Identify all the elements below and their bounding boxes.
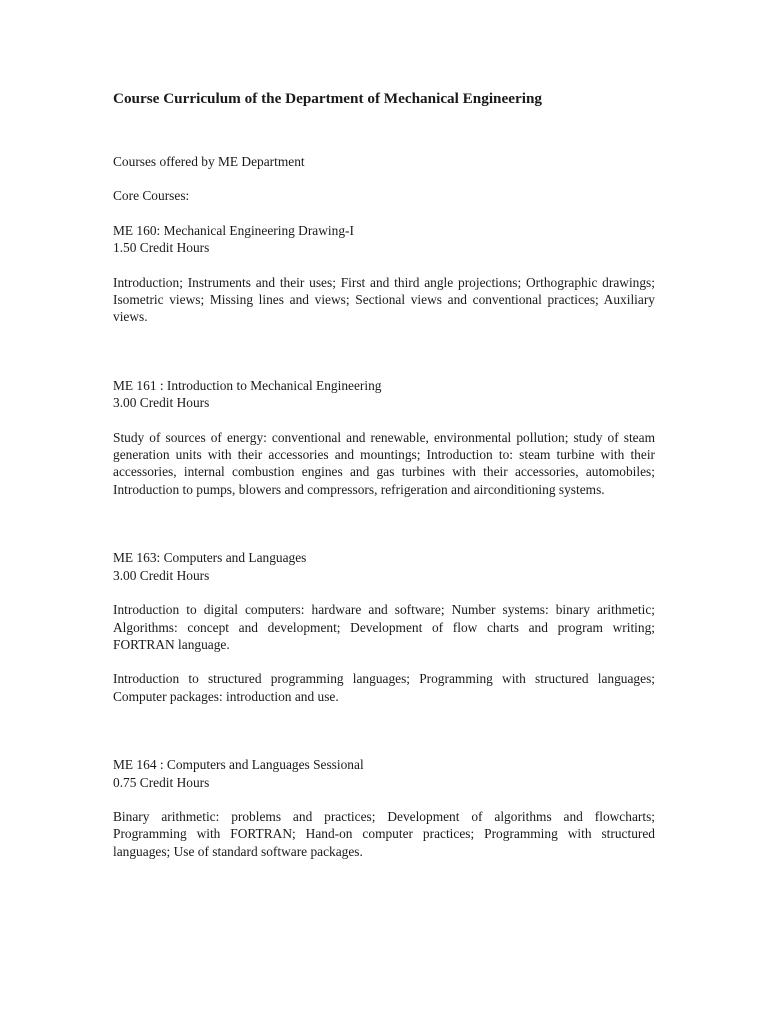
course-me161 bbox=[113, 377, 655, 498]
course-code-title: ME 164 : Computers and Languages Sessional bbox=[113, 757, 364, 773]
intro-text: Courses offered by ME Department bbox=[113, 154, 305, 169]
document-page bbox=[113, 89, 655, 860]
spacer bbox=[113, 498, 655, 549]
course-me164 bbox=[113, 756, 655, 860]
section-label: Core Courses: bbox=[113, 188, 190, 204]
course-description: Introduction to structured programming languages; Programming with structured languages; Computer packages: introduction and use. bbox=[113, 671, 655, 704]
course-credits: 1.50 Credit Hours bbox=[113, 240, 210, 256]
course-code-title: ME 163: Computers and Languages bbox=[113, 550, 307, 566]
course-description: Study of sources of energy: conventional and renewable, environmental pollution; study of steam generation units with their accessories and mountings; Introduction to: steam turbine with their accessories, internal combustion engines and gas turbines with their accessories, automobiles; Introduction to pumps, blowers and compressors, refrigeration and airconditioning systems. bbox=[113, 429, 655, 497]
course-description: Introduction; Instruments and their uses; First and third angle projections; Orthographic drawings; Isometric views; Missing lines and views; Sectional views and conventional practices; Auxiliary views. bbox=[113, 274, 655, 325]
spacer bbox=[113, 705, 655, 756]
course-me163 bbox=[113, 549, 655, 705]
page-title: Course Curriculum of the Department of Mechanical Engineering bbox=[113, 90, 542, 107]
course-code-title: ME 161 : Introduction to Mechanical Engineering bbox=[113, 377, 382, 393]
course-me160 bbox=[113, 222, 655, 326]
course-description: Introduction to digital computers: hardware and software; Number systems: binary arithmetic; Algorithms: concept and development; Development of flow charts and program writing; FORTRAN language. bbox=[113, 602, 655, 652]
spacer bbox=[113, 326, 655, 377]
course-credits: 3.00 Credit Hours bbox=[113, 395, 210, 411]
course-credits: 3.00 Credit Hours bbox=[113, 567, 210, 583]
course-description: Binary arithmetic: problems and practices; Development of algorithms and flowcharts; Programming with FORTRAN; Hand-on computer practices; Programming with structured languages; Use of standard software packages. bbox=[113, 808, 655, 859]
course-credits: 0.75 Credit Hours bbox=[113, 774, 210, 790]
course-code-title: ME 160: Mechanical Engineering Drawing-I bbox=[113, 222, 354, 238]
